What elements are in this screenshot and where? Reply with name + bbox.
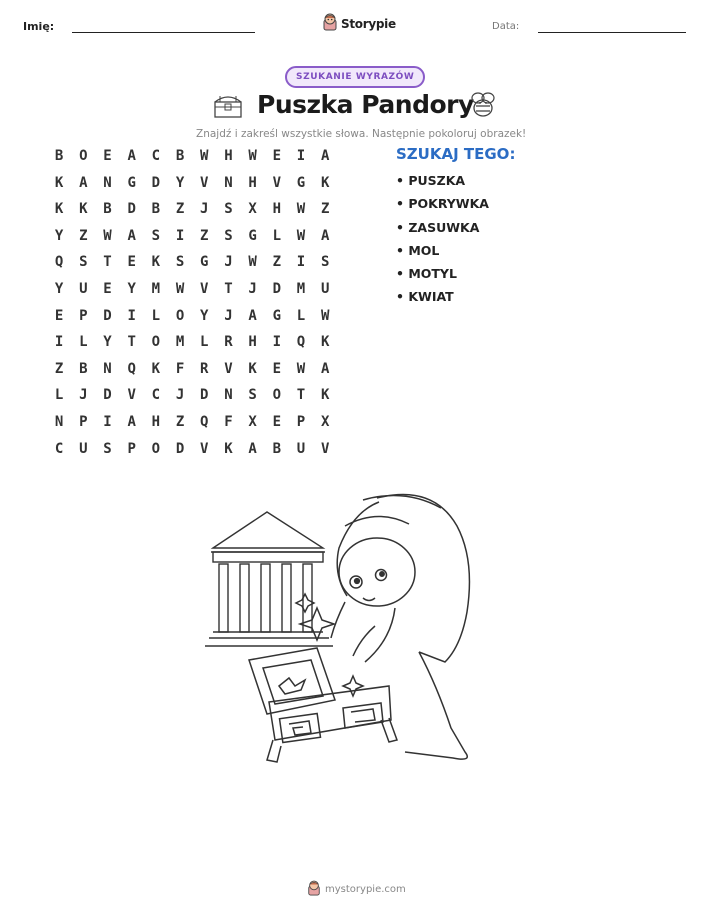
grid-cell[interactable]: J <box>248 280 257 297</box>
grid-cell[interactable]: Q <box>200 413 209 430</box>
grid-cell[interactable]: I <box>296 148 306 164</box>
bee-icon <box>467 89 499 123</box>
grid-cell[interactable]: W <box>248 254 257 271</box>
grid-cell[interactable]: U <box>320 280 330 297</box>
word-list-title: SZUKAJ TEGO: <box>396 145 516 163</box>
grid-cell[interactable]: B <box>103 201 112 218</box>
word-search-badge: SZUKANIE WYRAZÓW <box>285 66 425 88</box>
grid-cell[interactable]: K <box>224 440 233 457</box>
grid-cell[interactable]: E <box>103 148 112 164</box>
greek-temple <box>205 512 333 646</box>
grid-cell[interactable]: A <box>320 227 330 244</box>
grid-cell[interactable]: W <box>248 148 257 164</box>
grid-cell[interactable]: H <box>248 334 257 351</box>
grid-cell[interactable]: U <box>79 280 88 297</box>
grid-cell[interactable]: S <box>224 227 233 244</box>
grid-cell[interactable]: H <box>248 174 257 191</box>
grid-cell[interactable]: D <box>175 440 185 457</box>
grid-cell[interactable]: L <box>151 307 161 324</box>
grid-cell[interactable]: A <box>248 307 257 324</box>
grid-cell[interactable]: Q <box>296 334 306 351</box>
storypie-logo <box>322 13 396 35</box>
grid-cell[interactable]: S <box>248 387 257 404</box>
grid-cell[interactable]: L <box>79 334 88 351</box>
grid-cell[interactable]: Y <box>103 334 112 351</box>
grid-cell[interactable]: O <box>151 334 161 351</box>
grid-cell[interactable]: S <box>103 440 112 457</box>
grid-cell[interactable]: H <box>272 201 281 218</box>
grid-cell[interactable]: Z <box>200 227 209 244</box>
grid-cell[interactable]: N <box>54 413 64 430</box>
grid-cell[interactable]: K <box>79 201 88 218</box>
grid-cell[interactable]: Y <box>127 280 136 297</box>
word-list-item: • MOTYL <box>396 266 457 282</box>
grid-cell[interactable]: D <box>103 387 112 404</box>
grid-cell[interactable]: P <box>79 413 88 430</box>
grid-cell[interactable]: W <box>296 201 306 218</box>
grid-cell[interactable]: M <box>175 334 185 351</box>
grid-cell[interactable]: M <box>296 280 306 297</box>
grid-cell[interactable]: J <box>224 307 233 324</box>
grid-cell[interactable]: V <box>320 440 330 457</box>
grid-cell[interactable]: K <box>54 174 64 191</box>
grid-cell[interactable]: Y <box>175 174 185 191</box>
footer-url[interactable]: mystorypie.com <box>325 884 406 895</box>
grid-cell[interactable]: X <box>248 413 257 430</box>
grid-cell[interactable]: Y <box>54 227 64 244</box>
word-list-item: • KWIAT <box>396 289 454 305</box>
grid-cell[interactable]: Q <box>127 360 136 377</box>
instructions: Znajdź i zakreśl wszystkie słowa. Następnie pokoloruj obrazek! <box>196 128 527 140</box>
grid-cell[interactable]: K <box>248 360 257 377</box>
grid-cell[interactable]: W <box>103 227 112 244</box>
grid-cell[interactable]: K <box>151 254 161 271</box>
grid-cell[interactable]: U <box>296 440 306 457</box>
word-list-item: • MOL <box>396 242 440 258</box>
grid-cell[interactable]: K <box>320 387 330 404</box>
grid-cell[interactable]: D <box>103 307 112 324</box>
grid-cell[interactable]: D <box>127 201 136 218</box>
grid-cell[interactable]: F <box>224 413 233 430</box>
grid-cell[interactable]: L <box>296 307 306 324</box>
grid-cell[interactable]: G <box>127 174 136 191</box>
grid-cell[interactable]: J <box>200 201 209 218</box>
grid-cell[interactable]: Z <box>175 413 185 430</box>
grid-cell[interactable]: D <box>151 174 161 191</box>
grid-cell[interactable]: I <box>296 254 306 271</box>
grid-cell[interactable]: K <box>54 201 64 218</box>
grid-cell[interactable]: I <box>175 227 185 244</box>
grid-cell[interactable]: T <box>224 280 233 297</box>
footer <box>307 880 406 899</box>
grid-cell[interactable]: I <box>54 334 64 351</box>
grid-cell[interactable]: Z <box>79 227 88 244</box>
brand-name: Storypie <box>341 17 396 31</box>
grid-cell[interactable]: F <box>175 360 185 377</box>
grid-cell[interactable]: L <box>200 334 209 351</box>
grid-cell[interactable]: Z <box>272 254 281 271</box>
grid-cell[interactable]: R <box>200 360 209 377</box>
grid-cell[interactable]: T <box>296 387 306 404</box>
grid-cell[interactable]: B <box>175 148 185 164</box>
grid-cell[interactable]: S <box>224 201 233 218</box>
grid-cell[interactable]: U <box>79 440 88 457</box>
grid-cell[interactable]: M <box>151 280 161 297</box>
grid-cell[interactable]: E <box>272 148 281 164</box>
grid-cell[interactable]: A <box>127 227 136 244</box>
grid-cell[interactable]: K <box>320 334 330 351</box>
grid-cell[interactable]: C <box>151 148 161 164</box>
grid-cell[interactable]: W <box>175 280 185 297</box>
grid-cell[interactable]: R <box>224 334 233 351</box>
grid-cell[interactable]: Z <box>54 360 64 377</box>
word-list-item: • ZASUWKA <box>396 219 480 235</box>
grid-cell[interactable]: J <box>175 387 185 404</box>
storypie-footer-logo-icon <box>307 880 321 899</box>
storypie-logo-icon <box>322 13 338 35</box>
name-label: Imię: <box>23 20 55 33</box>
grid-cell[interactable]: N <box>103 360 112 377</box>
grid-cell[interactable]: Z <box>320 201 330 218</box>
grid-cell[interactable]: O <box>272 387 281 404</box>
grid-cell[interactable]: O <box>79 148 88 164</box>
grid-cell[interactable]: C <box>151 387 161 404</box>
grid-cell[interactable]: A <box>79 174 88 191</box>
date-line[interactable] <box>538 32 686 33</box>
grid-cell[interactable]: H <box>151 413 161 430</box>
grid-cell[interactable]: G <box>272 307 281 324</box>
grid-cell[interactable]: S <box>175 254 185 271</box>
grid-cell[interactable]: S <box>79 254 88 271</box>
grid-cell[interactable]: X <box>248 201 257 218</box>
grid-cell[interactable]: A <box>248 440 257 457</box>
grid-cell[interactable]: C <box>54 440 64 457</box>
grid-cell[interactable]: S <box>151 227 161 244</box>
grid-cell[interactable]: B <box>79 360 88 377</box>
word-search-grid[interactable] <box>47 143 337 462</box>
treasure-chest-icon <box>211 90 245 124</box>
grid-cell[interactable]: E <box>103 280 112 297</box>
grid-cell[interactable]: I <box>127 307 136 324</box>
grid-cell[interactable]: V <box>200 174 209 191</box>
grid-cell[interactable]: I <box>272 334 281 351</box>
grid-cell[interactable]: B <box>151 201 161 218</box>
grid-cell[interactable]: N <box>224 387 233 404</box>
grid-cell[interactable]: A <box>127 148 136 164</box>
grid-cell[interactable]: E <box>127 254 136 271</box>
grid-cell[interactable]: A <box>320 148 330 164</box>
page-title: Puszka Pandory <box>257 90 474 119</box>
grid-cell[interactable]: V <box>272 174 281 191</box>
grid-cell[interactable]: J <box>79 387 88 404</box>
grid-cell[interactable]: W <box>296 360 306 377</box>
grid-cell[interactable]: N <box>224 174 233 191</box>
grid-cell[interactable]: K <box>151 360 161 377</box>
date-label: Data: <box>492 21 520 32</box>
grid-cell[interactable]: Y <box>200 307 209 324</box>
grid-cell[interactable]: V <box>200 280 209 297</box>
grid-cell[interactable]: V <box>224 360 233 377</box>
grid-cell[interactable]: A <box>127 413 136 430</box>
grid-cell[interactable]: E <box>272 360 281 377</box>
word-list-item: • PUSZKA <box>396 173 466 188</box>
grid-cell[interactable]: V <box>200 440 209 457</box>
grid-cell[interactable]: O <box>151 440 161 457</box>
grid-cell[interactable]: A <box>320 360 330 377</box>
grid-cell[interactable]: W <box>200 148 209 164</box>
grid-cell[interactable]: Y <box>54 280 64 297</box>
grid-cell[interactable]: Z <box>175 201 185 218</box>
grid-cell[interactable]: P <box>296 413 306 430</box>
grid-cell[interactable]: B <box>272 440 281 457</box>
grid-cell[interactable]: D <box>272 280 281 297</box>
grid-cell[interactable]: O <box>175 307 185 324</box>
grid-cell[interactable]: G <box>200 254 209 271</box>
grid-cell[interactable]: H <box>224 148 233 164</box>
grid-cell[interactable]: P <box>127 440 136 457</box>
grid-cell[interactable]: K <box>320 174 330 191</box>
grid-cell[interactable]: G <box>248 227 257 244</box>
grid-cell[interactable]: S <box>320 254 330 271</box>
grid-cell[interactable]: P <box>79 307 88 324</box>
grid-cell[interactable]: E <box>272 413 281 430</box>
grid-cell[interactable]: W <box>320 307 330 324</box>
grid-cell[interactable]: X <box>320 413 330 430</box>
grid-cell[interactable]: N <box>103 174 112 191</box>
grid-cell[interactable]: T <box>127 334 136 351</box>
grid-cell[interactable]: D <box>200 387 209 404</box>
grid-cell[interactable]: Q <box>54 254 64 271</box>
grid-cell[interactable]: J <box>224 254 233 271</box>
word-list <box>396 169 489 309</box>
grid-cell[interactable]: T <box>103 254 112 271</box>
illustration <box>205 490 510 789</box>
grid-cell[interactable]: L <box>272 227 281 244</box>
grid-cell[interactable]: G <box>296 174 306 191</box>
name-line[interactable] <box>72 32 255 33</box>
grid-cell[interactable]: L <box>54 387 64 404</box>
grid-cell[interactable]: B <box>54 148 64 164</box>
grid-cell[interactable]: V <box>127 387 136 404</box>
grid-cell[interactable]: E <box>54 307 64 324</box>
grid-cell[interactable]: I <box>103 413 112 430</box>
word-list-item: • POKRYWKA <box>396 196 489 212</box>
grid-cell[interactable]: W <box>296 227 306 244</box>
